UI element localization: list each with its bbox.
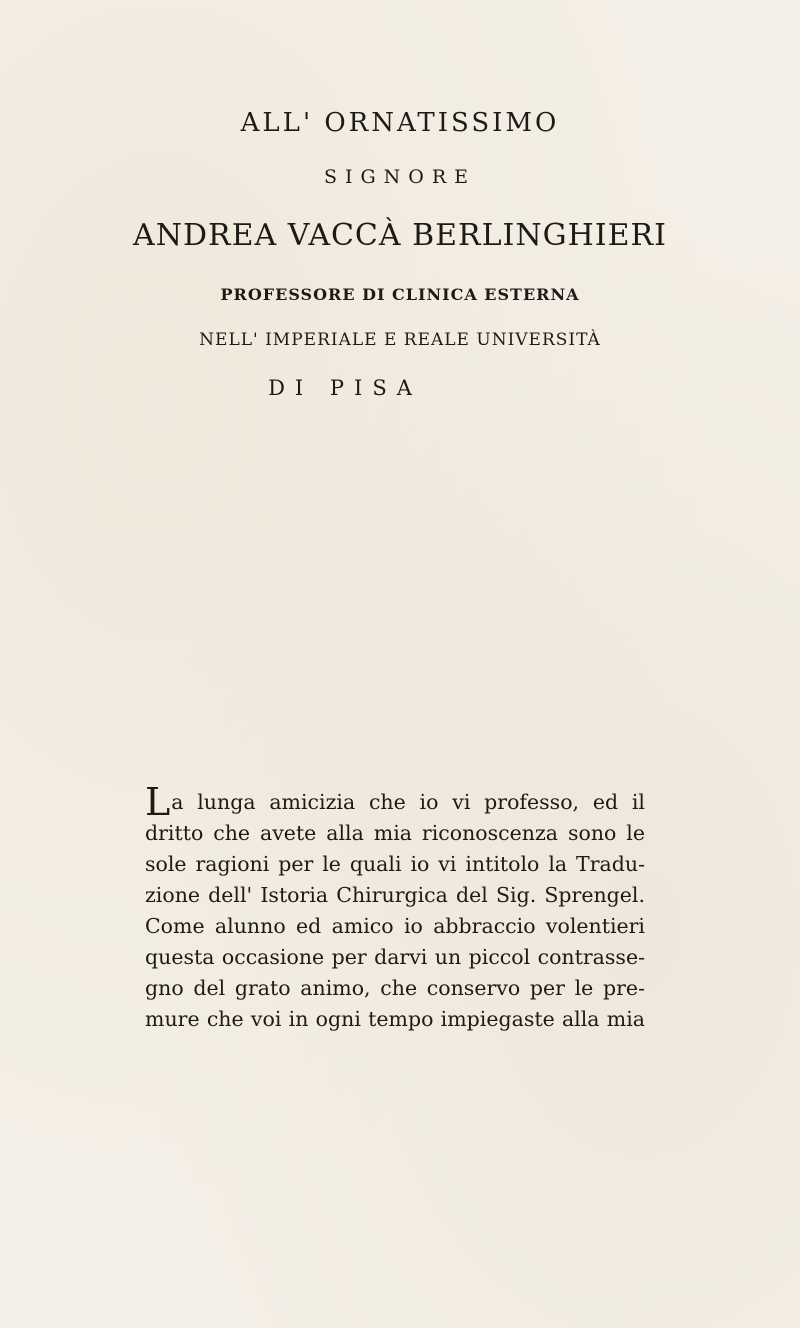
dedicatee-title: PROFESSORE DI CLINICA ESTERNA <box>220 285 580 304</box>
dedication-subheading: SIGNORE <box>323 166 477 188</box>
dedicatee-name: ANDREA VACCÀ BERLINGHIERI <box>133 218 667 253</box>
body-line-7: gno del grato animo, che conservo per le pre- <box>145 976 645 1000</box>
body-line-2: dritto che avete alla mia riconoscenza sono le <box>145 821 645 845</box>
body-line-1 <box>145 780 645 824</box>
body-line-8: mure che voi in ogni tempo impiegaste alla mia <box>145 1007 645 1031</box>
dedication-heading: ALL' ORNATISSIMO <box>240 108 560 138</box>
body-line-5: Come alunno ed amico io abbraccio volentieri <box>145 914 645 938</box>
dedication-body <box>145 780 645 1035</box>
body-line-4: zione dell' Istoria Chirurgica del Sig. Sprengel. <box>145 883 645 907</box>
dedicatee-institution: NELL' IMPERIALE E REALE UNIVERSITÀ <box>199 330 601 350</box>
drop-cap: L <box>145 780 171 824</box>
body-line-6: questa occasione per darvi un piccol contrasse- <box>145 945 645 969</box>
body-line-1-text: a lunga amicizia che io vi professo, ed il <box>171 790 645 814</box>
body-line-3: sole ragioni per le quali io vi intitolo la Tradu- <box>145 852 645 876</box>
dedicatee-city: DI PISA <box>268 376 422 400</box>
